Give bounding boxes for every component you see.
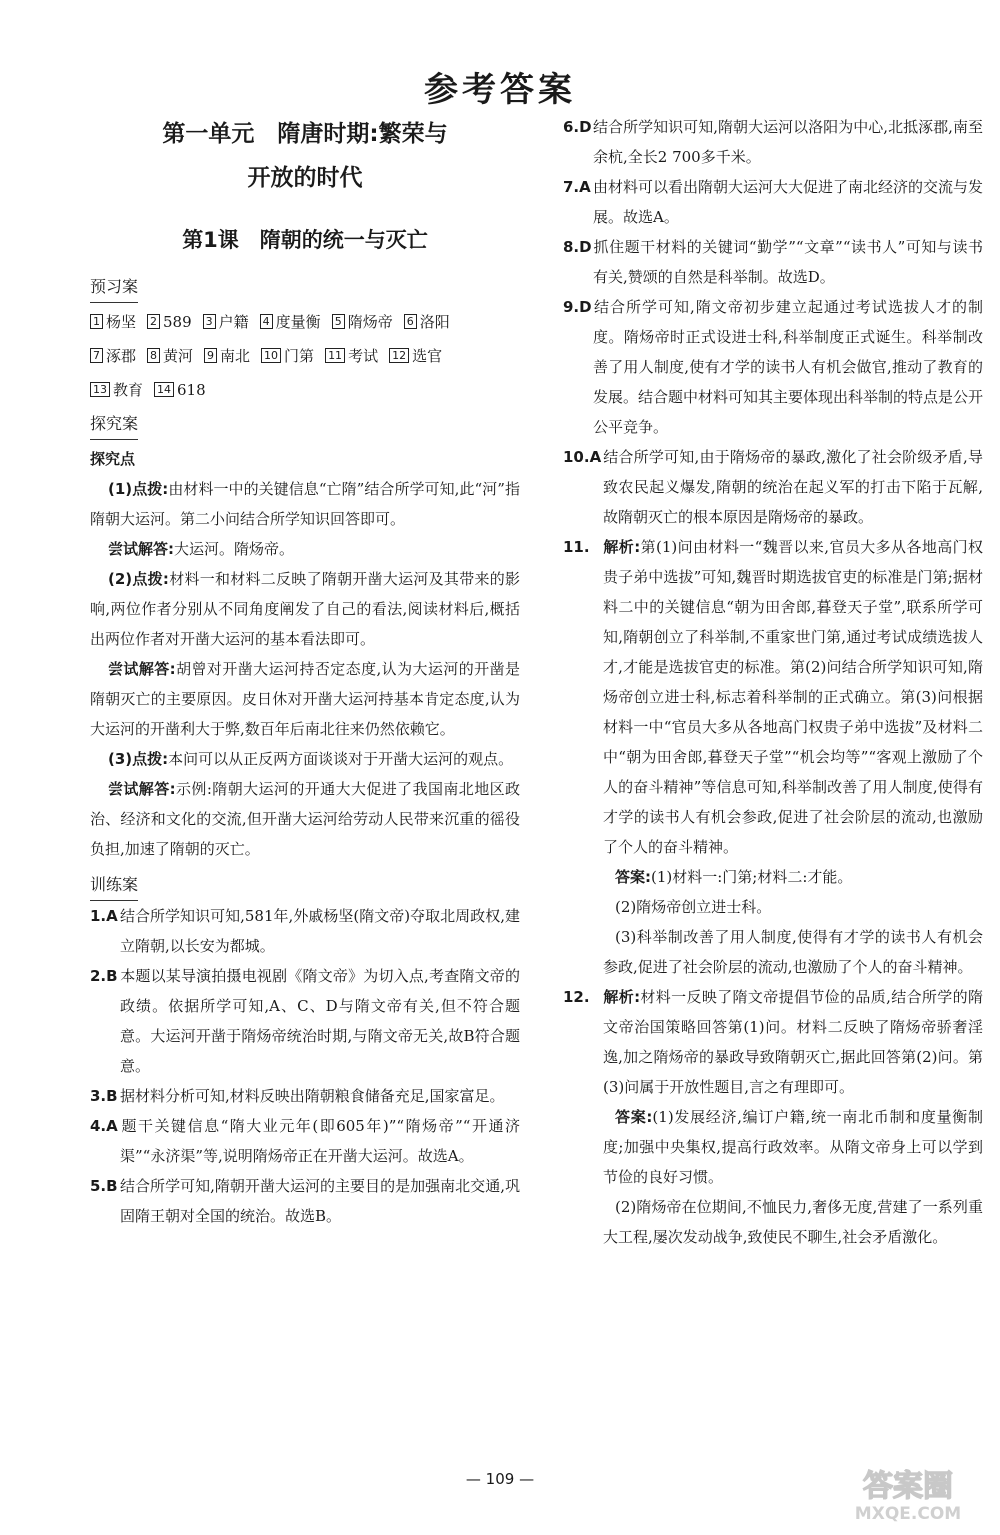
hint-label: (2)点拨: (108, 570, 169, 588)
preview-answer-number: 4 (260, 314, 273, 329)
preview-answer-number: 10 (261, 348, 281, 363)
preview-answer-number: 9 (204, 348, 217, 363)
preview-answer-text: 杨坚 (106, 313, 137, 331)
preview-answer-item (204, 339, 250, 373)
item-text: 结合所学可知,由于隋炀帝的暴政,激化了社会阶级矛盾,导致农民起义爆发,隋朝的统治在起义军的打击下陷于瓦解,故隋朝灭亡的根本原因是隋炀帝的暴政。 (603, 448, 983, 526)
preview-answer-text: 选官 (412, 347, 443, 365)
item-text: 结合所学可知,隋文帝初步建立起通过考试选拔人才的制度。隋炀帝时正式设进士科,科举制度正式诞生。科举制改善了用人制度,使有才学的读书人有机会做官,推动了教育的发展。结合题中材料可知其主要体现出科举制的特点是公开公平竞争。 (593, 298, 984, 436)
preview-answer-number: 5 (332, 314, 345, 329)
analysis-label: 解析: (603, 988, 641, 1006)
item-text: 由材料可以看出隋朝大运河大大促进了南北经济的交流与发展。故选A。 (593, 178, 984, 226)
explore-hint-1 (90, 474, 520, 534)
training-item-6 (563, 112, 983, 172)
watermark-line-1: 答案圈 (863, 1469, 953, 1504)
item-text: 据材料分析可知,材料反映出隋朝粮食储备充足,国家富足。 (120, 1087, 505, 1105)
training-item-11 (563, 532, 983, 862)
item-text: 抓住题干材料的关键词“勤学”“文章”“读书人”可知与读书有关,赞颂的自然是科举制。故选D。 (593, 238, 983, 286)
explore-point-heading: 探究点 (90, 450, 136, 468)
preview-answer-item (260, 305, 321, 339)
answer-label: 答案: (615, 868, 651, 886)
answer-label: 尝试解答: (108, 780, 176, 798)
preview-answer-item (90, 373, 143, 407)
answer-label: 尝试解答: (108, 540, 174, 558)
preview-answer-text: 隋炀帝 (347, 313, 393, 331)
preview-answer-item (154, 373, 206, 407)
analysis-text: 材料一反映了隋文帝提倡节俭的品质,结合所学的隋文帝治国策略回答第(1)问。材料二反映了隋炀帝骄奢淫逸,加之隋炀帝的暴政导致隋朝灭亡,据此回答第(2)问。第(3)问属于开放性题目,言之有理即可。 (603, 988, 983, 1096)
training-item-9 (563, 292, 983, 442)
item-11-answer-1 (563, 862, 983, 892)
preview-answer-text: 教育 (113, 381, 144, 399)
item-text: 题干关键信息“隋大业元年(即605年)”“隋炀帝”“开通济渠”“永济渠”等,说明隋炀帝正在开凿大运河。故选A。 (120, 1117, 520, 1165)
answer-text: 胡曾对开凿大运河持否定态度,认为大运河的开凿是隋朝灭亡的主要原因。皮日休对开凿大运河持基本肯定态度,认为大运河的开凿利大于弊,数百年后南北往来仍然依赖它。 (90, 660, 520, 738)
item-number: 5.B (90, 1177, 118, 1195)
item-text: 结合所学知识可知,隋朝大运河以洛阳为中心,北抵涿郡,南至余杭,全长2 700多千米。 (593, 118, 983, 166)
item-12-answer-1 (563, 1102, 983, 1192)
preview-answer-number: 8 (147, 348, 160, 363)
answer-text: (1)材料一:门第;材料二:才能。 (651, 868, 853, 886)
item-number: 1.A (90, 907, 118, 925)
item-number: 6.D (563, 118, 592, 136)
training-item-10 (563, 442, 983, 532)
lesson-title: 第1课 隋朝的统一与灭亡 (182, 228, 428, 252)
training-section (90, 870, 520, 1231)
preview-answer-number: 13 (90, 382, 110, 397)
preview-answer-item (389, 339, 442, 373)
training-item-7 (563, 172, 983, 232)
hint-label: (1)点拨: (108, 480, 169, 498)
explore-section (90, 409, 520, 864)
explore-hint-3 (90, 744, 520, 774)
hint-text: 本问可以从正反两方面谈谈对于开凿大运河的观点。 (168, 750, 514, 768)
page-title: 参考答案 (424, 70, 576, 110)
training-item-2 (90, 961, 520, 1081)
preview-answer-number: 12 (389, 348, 409, 363)
hint-text: 材料一和材料二反映了隋朝开凿大运河及其带来的影响,两位作者分别从不同角度阐发了自己的看法,阅读材料后,概括出两位作者对开凿大运河的基本看法即可。 (90, 570, 520, 648)
training-item-8 (563, 232, 983, 292)
hint-text: 由材料一中的关键信息“亡隋”结合所学可知,此“河”指隋朝大运河。第二小问结合所学知识回答即可。 (90, 480, 520, 528)
preview-section (90, 272, 520, 407)
item-number: 9.D (563, 298, 592, 316)
item-text: 本题以某导演拍摄电视剧《隋文帝》为切入点,考查隋文帝的政绩。依据所学可知,A、C、D与隋文帝有关,但不符合题意。大运河开凿于隋炀帝统治时期,与隋文帝无关,故B符合题意。 (120, 967, 520, 1075)
unit-title-line-2: 开放的时代 (247, 165, 363, 191)
preview-answer-item (90, 339, 136, 373)
item-number: 12. (563, 988, 590, 1006)
right-column (563, 112, 983, 1252)
training-item-1 (90, 901, 520, 961)
training-item-3 (90, 1081, 520, 1111)
item-number: 11. (563, 538, 590, 556)
preview-answer-text: 度量衡 (275, 313, 321, 331)
item-12-answer-2: (2)隋炀帝在位期间,不恤民力,奢侈无度,营建了一系列重大工程,屡次发动战争,致使民不聊生,社会矛盾激化。 (603, 1198, 983, 1246)
preview-heading: 预习案 (90, 272, 138, 303)
item-11-answer-2: (2)隋炀帝创立进士科。 (615, 898, 772, 916)
preview-answer-item (325, 339, 378, 373)
item-number: 3.B (90, 1087, 118, 1105)
preview-answer-number: 2 (147, 314, 160, 329)
preview-answer-text: 589 (163, 313, 192, 331)
preview-answer-number: 14 (154, 382, 174, 397)
preview-answer-number: 11 (325, 348, 345, 363)
item-number: 7.A (563, 178, 591, 196)
training-heading: 训练案 (90, 870, 138, 901)
preview-answer-text: 考试 (348, 347, 379, 365)
preview-answer-grid (90, 305, 520, 407)
preview-answer-text: 南北 (220, 347, 251, 365)
preview-answer-item (90, 305, 136, 339)
page-number: — 109 — (465, 1470, 535, 1488)
watermark-logo (832, 1462, 984, 1524)
preview-answer-item (332, 305, 393, 339)
preview-answer-number: 7 (90, 348, 103, 363)
training-item-12 (563, 982, 983, 1102)
training-item-5 (90, 1171, 520, 1231)
answer-text: (1)发展经济,编订户籍,统一南北币制和度量衡制度;加强中央集权,提高行政效率。从隋文帝身上可以学到节俭的良好习惯。 (603, 1108, 984, 1186)
explore-answer-2 (90, 654, 520, 744)
item-number: 8.D (563, 238, 592, 256)
item-text: 结合所学可知,隋朝开凿大运河的主要目的是加强南北交通,巩固隋王朝对全国的统治。故选B。 (120, 1177, 520, 1225)
preview-answer-text: 涿郡 (106, 347, 137, 365)
answer-label: 尝试解答: (108, 660, 176, 678)
item-text: 结合所学知识可知,581年,外戚杨坚(隋文帝)夺取北周政权,建立隋朝,以长安为都城。 (120, 907, 520, 955)
unit-title (90, 112, 520, 200)
preview-answer-number: 3 (203, 314, 216, 329)
item-11-answer-3: (3)科举制改善了用人制度,使得有才学的读书人有机会参政,促进了社会阶层的流动,也激励了个人的奋斗精神。 (603, 928, 983, 976)
preview-answer-number: 6 (404, 314, 417, 329)
preview-answer-text: 户籍 (218, 313, 249, 331)
hint-label: (3)点拨: (108, 750, 169, 768)
answer-label: 答案: (615, 1108, 653, 1126)
item-number: 10.A (563, 448, 602, 466)
preview-answer-item (203, 305, 249, 339)
answer-text: 示例:隋朝大运河的开通大大促进了我国南北地区政治、经济和文化的交流,但开凿大运河给劳动人民带来沉重的徭役负担,加速了隋朝的灭亡。 (90, 780, 520, 858)
unit-title-line-1: 第一单元 隋唐时期:繁荣与 (162, 121, 448, 147)
explore-hint-2 (90, 564, 520, 654)
explore-answer-3 (90, 774, 520, 864)
preview-answer-text: 618 (177, 381, 206, 399)
preview-answer-text: 黄河 (163, 347, 194, 365)
item-number: 2.B (90, 967, 118, 985)
preview-answer-item (147, 339, 193, 373)
watermark-line-2: MXQE.COM (854, 1504, 962, 1524)
explore-answer-1 (90, 534, 520, 564)
analysis-text: 第(1)问由材料一“魏晋以来,官员大多从各地高门权贵子弟中选拔”可知,魏晋时期选拔官吏的标准是门第;据材料二中的关键信息“朝为田舍郎,暮登天子堂”,联系所学可知,隋朝创立了科举制,不重家世门第,通过考试成绩选拔人才,才能是选拔官吏的标准。第(2)问结合所学知识可知,隋炀帝创立进士科,标志着科举制的正式确立。第(3)问根据材料一中“官员大多从各地高门权贵子弟中选拔”及材料二中“朝为田舍郎,暮登天子堂”“机会均等”“客观上激励了个人的奋斗精神”等信息可知,科举制改善了用人制度,使得有才学的读书人有机会参政,促进了社会阶层的流动,也激励了个人的奋斗精神。 (603, 538, 984, 856)
item-number: 4.A (90, 1117, 118, 1135)
preview-answer-text: 洛阳 (419, 313, 450, 331)
preview-answer-item (261, 339, 314, 373)
training-item-4 (90, 1111, 520, 1171)
preview-answer-item (404, 305, 450, 339)
preview-answer-number: 1 (90, 314, 103, 329)
preview-answer-text: 门第 (284, 347, 315, 365)
left-column (90, 112, 520, 1231)
analysis-label: 解析: (603, 538, 641, 556)
preview-answer-item (147, 305, 192, 339)
explore-heading: 探究案 (90, 409, 138, 440)
answer-text: 大运河。隋炀帝。 (174, 540, 295, 558)
